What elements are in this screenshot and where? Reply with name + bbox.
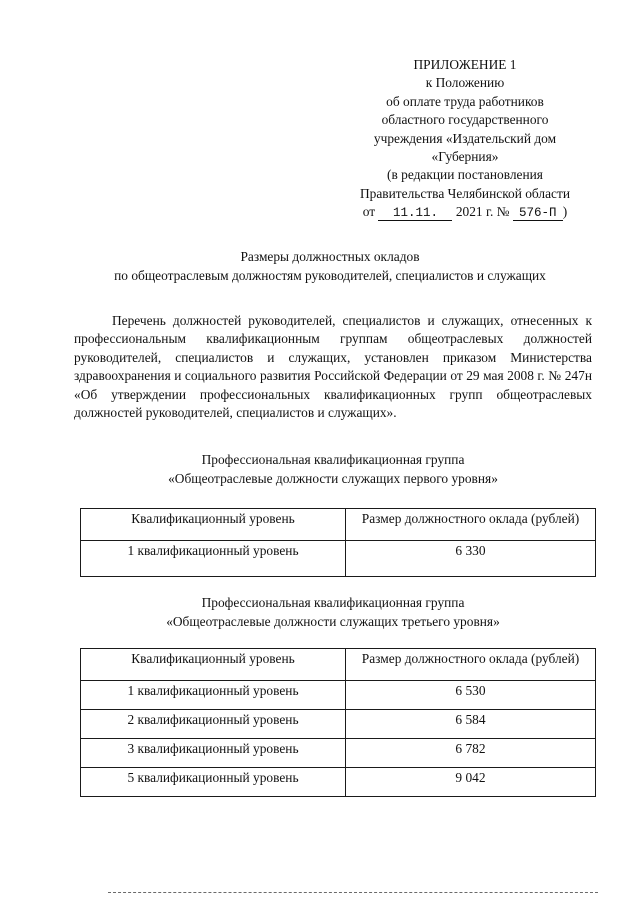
date-value: 11.11.	[378, 206, 452, 221]
appendix-line: об оплате труда работников	[386, 93, 544, 109]
intro-paragraph: Перечень должностей руководителей, специалистов и служащих, отнесенных к профессиональным квалификационным группам общеотраслевых должностей руководителей, специалистов и служащих, установлен приказом Министерства здравоохранения и социального развития Российской Федерации от 29 мая 2008 г. № 247н «Об утверждении профессиональных квалификационных групп общеотраслевых должностей руководителей, специалистов и служащих».	[74, 313, 592, 421]
column-header-level: Квалификационный уровень	[81, 509, 346, 541]
table-header-row	[81, 649, 596, 681]
appendix-line: Правительства Челябинской области	[360, 185, 570, 201]
column-header-level: Квалификационный уровень	[81, 649, 346, 681]
salary-cell: 6 584	[346, 710, 596, 739]
document-heading	[60, 248, 600, 285]
salary-table-first-level	[80, 508, 596, 577]
group-heading-line: «Общеотраслевые должности служащих первого уровня»	[168, 470, 498, 486]
appendix-block	[340, 56, 590, 222]
salary-cell: 6 782	[346, 739, 596, 768]
salary-table-third-level	[80, 648, 596, 797]
heading-line-1: Размеры должностных окладов	[240, 249, 420, 264]
document-number: 576-П	[513, 206, 563, 221]
table-row	[81, 710, 596, 739]
appendix-line: к Положению	[425, 75, 505, 91]
column-header-salary: Размер должностного оклада (рублей)	[346, 509, 596, 541]
level-cell: 5 квалификационный уровень	[81, 768, 346, 797]
table-row	[81, 739, 596, 768]
appendix-line: учреждения «Издательский дом	[373, 130, 557, 146]
appendix-line: «Губерния»	[431, 149, 499, 165]
salary-cell: 6 330	[346, 541, 596, 577]
group-heading-1	[74, 451, 592, 488]
table-row	[81, 681, 596, 710]
level-cell: 2 квалификационный уровень	[81, 710, 346, 739]
appendix-title: ПРИЛОЖЕНИЕ 1	[413, 57, 517, 72]
table-row	[81, 768, 596, 797]
group-heading-line: Профессиональная квалификационная группа	[201, 595, 465, 610]
bottom-divider	[108, 892, 598, 893]
date-prefix: от	[362, 204, 376, 220]
group-heading-line: Профессиональная квалификационная группа	[201, 452, 465, 467]
year-text: 2021 г.	[455, 204, 494, 220]
column-header-salary: Размер должностного оклада (рублей)	[346, 649, 596, 681]
salary-cell: 6 530	[346, 681, 596, 710]
group-heading-line: «Общеотраслевые должности служащих третьего уровня»	[166, 613, 500, 629]
appendix-date-line	[340, 203, 590, 221]
table-header-row	[81, 509, 596, 541]
table-row	[81, 541, 596, 577]
heading-line-2: по общеотраслевым должностям руководителей, специалистов и служащих	[114, 267, 546, 283]
level-cell: 1 квалификационный уровень	[81, 681, 346, 710]
closing-paren: )	[562, 204, 568, 220]
appendix-line: областного государственного	[381, 112, 549, 128]
salary-cell: 9 042	[346, 768, 596, 797]
level-cell: 1 квалификационный уровень	[81, 541, 346, 577]
group-heading-2	[74, 594, 592, 631]
level-cell: 3 квалификационный уровень	[81, 739, 346, 768]
appendix-line: (в редакции постановления	[387, 167, 543, 183]
number-sign: №	[496, 204, 510, 220]
